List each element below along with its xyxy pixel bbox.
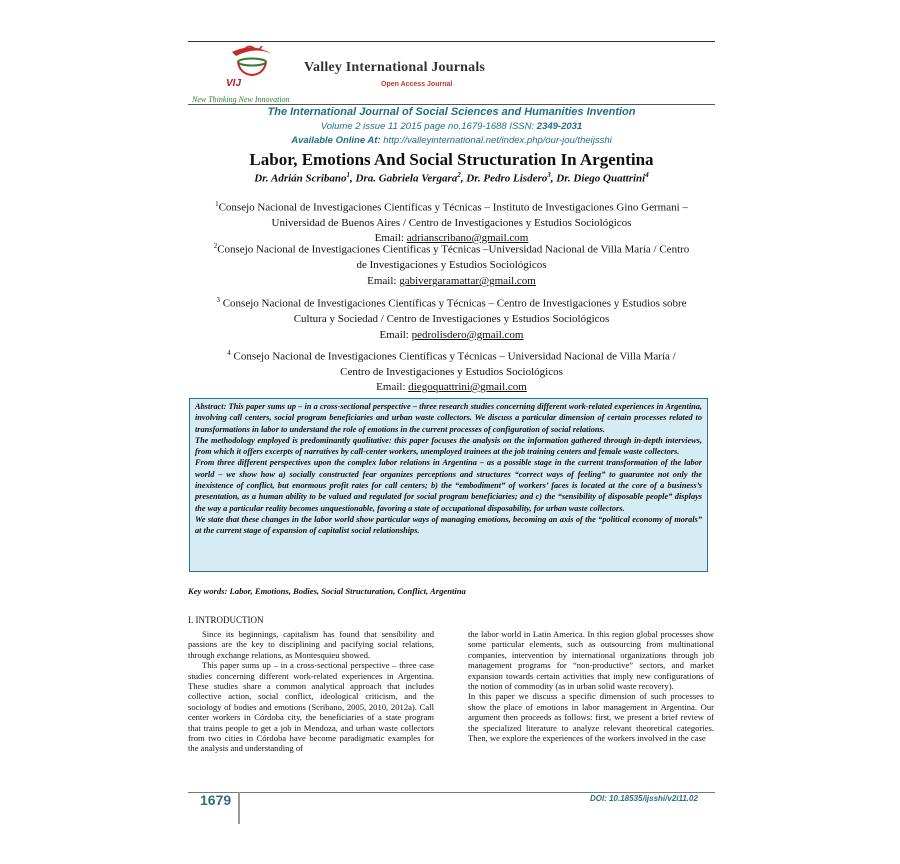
body-paragraph: Since its beginnings, capitalism has found that sensibility and passions are the key to disciplining and pacifying social relations, through exchange relations, as Montesquieu showed.: [188, 629, 434, 660]
author-list: [188, 171, 715, 185]
email-link[interactable]: adrianscribano@gmail.com: [406, 231, 529, 244]
journal-url[interactable]: Available Online At: http://valleyinternational.net/index.php/our-jou/theijsshi: [291, 135, 612, 146]
body-paragraph: This paper sums up – in a cross-sectional perspective – three case studies concerning different work-related experiences in Argentina. These studies share a common analytical approach that includes collective action, social conflict, ideological criticism, and the sociology of bodies and emotions (Scribano, 2005, 2010, 2012a). Call center workers in Córdoba city, the beneficiaries of a state program that trains people to get a job in Mendoza, and urban waste collectors from two cities in Córdoba have become paradigmatic examples for the analysis and understanding of: [188, 660, 434, 754]
logo-text: VIJ: [226, 78, 242, 89]
brand-subtitle: Open Access Journal: [381, 81, 453, 88]
abstract-paragraph: From three different perspectives upon the complex labor relations in Argentina – as a possible stage in the current transformation of the labor world – we show how a) socially constructed fear organizes perceptions and structures “correct ways of feeling” to guarantee not only the inexistence of conflict, but enormous profit rates for call centers; b) the “embodiment” of workers’ faces is located at the core of a business’s presentation, as a human ability to be valued and regulated for social program beneficiaries; and c) the “sensibility of disposable people” displays the way a particular reality becomes unquestionable, favoring a state of occupational disposability, for urban waste collectors.: [195, 458, 702, 513]
journal-volume: Volume 2 issue 11 2015 page no.1679-1688 ISSN: 2349-2031: [320, 121, 583, 132]
abstract-paragraph: We state that these changes in the labor world show particular ways of managing emotions, becoming an axis of the “political economy of morals” at the current stage of expansion of capitalist social relationships.: [195, 514, 702, 536]
author-affiliation-mark: 4: [645, 171, 649, 179]
footer-divider: [238, 792, 240, 824]
affiliation-3-email: Email: pedrolisdero@gmail.com: [379, 329, 524, 341]
journal-name: The International Journal of Social Sciences and Humanities Invention: [267, 106, 636, 118]
affiliation-4: $^4$ Consejo Nacional de Investigaciones Científicas y Técnicas – Universidad Nacional de Villa María / Centro de Investigaciones y Estudios Sociológicos Email: diegoquattrini@gmail.com: [227, 349, 676, 393]
author-separator: ,: [550, 172, 557, 185]
author-name: Dra. Gabriela Vergara: [355, 172, 458, 185]
body-column-left: [188, 629, 434, 754]
body-column-right: [468, 629, 714, 743]
affiliation-2-email: Email: gabivergaramattar@gmail.com: [367, 275, 536, 287]
affiliation-1: $^1$Consejo Nacional de Investigaciones Científicas y Técnicas – Instituto de Investigaciones Gino Germani – Universidad de Buenos Aires / Centro de Investigaciones y Estudios Sociológicos Email: adrianscribano@gmail.com: [215, 200, 688, 244]
doi-link[interactable]: DOI: 10.18535/ijsshi/v2i11.02: [590, 794, 698, 803]
author-separator: ,: [350, 172, 356, 185]
keywords: Key words: Labor, Emotions, Bodies, Social Structuration, Conflict, Argentina: [188, 586, 466, 596]
author-affiliation-mark: 1: [346, 171, 351, 179]
author-name: Dr. Pedro Lisdero: [466, 172, 548, 185]
email-link[interactable]: pedrolisdero@gmail.com: [411, 329, 524, 341]
email-link[interactable]: diegoquattrini@gmail.com: [408, 380, 527, 393]
section-heading: I. INTRODUCTION: [188, 615, 264, 625]
affiliation-3: $^3$ Consejo Nacional de Investigaciones Científicas y Técnicas – Centro de Investigaciones y Estudios sobre Cultura y Sociedad / Centro de Investigaciones y Estudios Sociológicos: [216, 296, 687, 325]
footer-rule: [188, 792, 715, 793]
author-name: Dr. Adrián Scribano: [254, 172, 347, 185]
author-affiliation-mark: 3: [547, 171, 551, 179]
author-separator: ,: [460, 172, 467, 185]
abstract-paragraph: Abstract: This paper sums up – in a cross-sectional perspective – three research studies concerning different work-related experiences in Argentina, involving call centers, social program beneficiaries and urban waste collectors. We discuss a particular dimension of certain processes related to transformations in labor to understand the role of emotions in the current processes of configuration of social relations.: [195, 402, 702, 434]
header-divider: [188, 104, 715, 105]
email-link[interactable]: gabivergaramattar@gmail.com: [399, 275, 536, 287]
page-number: 1679: [200, 792, 232, 808]
tagline: New Thinking New Innovation: [192, 95, 290, 104]
journal-brand: Valley International Journals: [304, 60, 486, 75]
paper-title: Labor, Emotions And Social Structuration In Argentina: [249, 150, 654, 169]
abstract-box: [189, 398, 708, 572]
body-paragraph: In this paper we discuss a specific dimension of such processes to show the place of emotions in labor management in Argentina. Our argument then proceeds as follows: first, we present a brief review of the specialized literature to analyze relevant theoretical categories. Then, we explore the experiences of the workers involved in the case: [468, 691, 714, 744]
author-affiliation-mark: 2: [457, 171, 461, 179]
body-paragraph: the labor world in Latin America. In this region global processes show some particular elements, such as outsourcing from multinational companies, intervention by international organizations through job management programs for “non-productive” sectors, and market expansion towards certain activities that imply new configurations of the notion of commodity (as in urban solid waste recovery).: [468, 629, 714, 692]
abstract-paragraph: The methodology employed is predominantly qualitative: this paper focuses the analysis on the information gathered through in-depth interviews, from which it offers excerpts of narratives by call-center workers, unemployed trainees at the job training centers and female waste collectors.: [195, 435, 702, 457]
affiliation-2: $^2$Consejo Nacional de Investigaciones Científicas y Técnicas –Universidad Nacional de Villa María / Centro de Investigaciones y Estudios Sociológicos: [213, 242, 690, 271]
author-name: Dr. Diego Quattrini: [556, 172, 646, 185]
